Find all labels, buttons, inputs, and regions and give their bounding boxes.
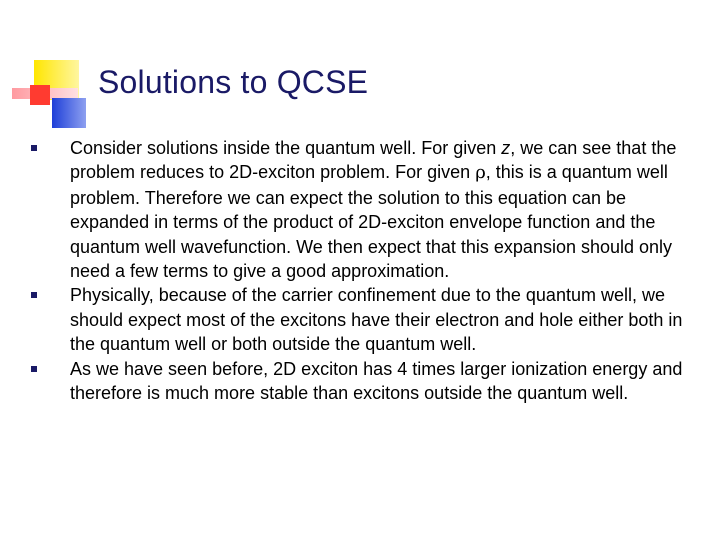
bullet-item (30, 357, 710, 406)
bullet-item (30, 283, 710, 356)
bullet-square-icon (31, 366, 37, 372)
symbol-rho: ρ (475, 162, 486, 184)
bullet-text-part: Consider solutions inside the quantum well. For given (70, 138, 502, 158)
variable-z: z (501, 138, 511, 158)
bullet-item (30, 136, 710, 283)
bullet-text-part: , we can see that the problem reduces to 2D-exciton problem. For given (70, 138, 677, 183)
bullet-list (30, 136, 710, 405)
bullet-square-icon (31, 145, 37, 151)
bullet-text (70, 138, 676, 281)
title-divider (92, 104, 704, 105)
bullet-text-part: , this is a quantum well problem. Therefore we can expect the solution to this equation can be expanded in terms of the product of 2D-exciton envelope function and the quantum well wavefunction. We then expect that this expansion should only need a few terms to give a good approximation. (70, 162, 673, 282)
bullet-text: Physically, because of the carrier confinement due to the quantum well, we should expect most of the excitons have their electron and hole either both in the quantum well or both outside the quantum well. (70, 285, 683, 355)
logo-red-square (30, 85, 50, 105)
bullet-text: As we have seen before, 2D exciton has 4 times larger ionization energy and therefore is much more stable than excitons outside the quantum well. (70, 358, 683, 404)
logo-blue-block (52, 98, 86, 128)
slide-title: Solutions to QCSE (98, 64, 369, 100)
bullet-square-icon (31, 292, 37, 298)
